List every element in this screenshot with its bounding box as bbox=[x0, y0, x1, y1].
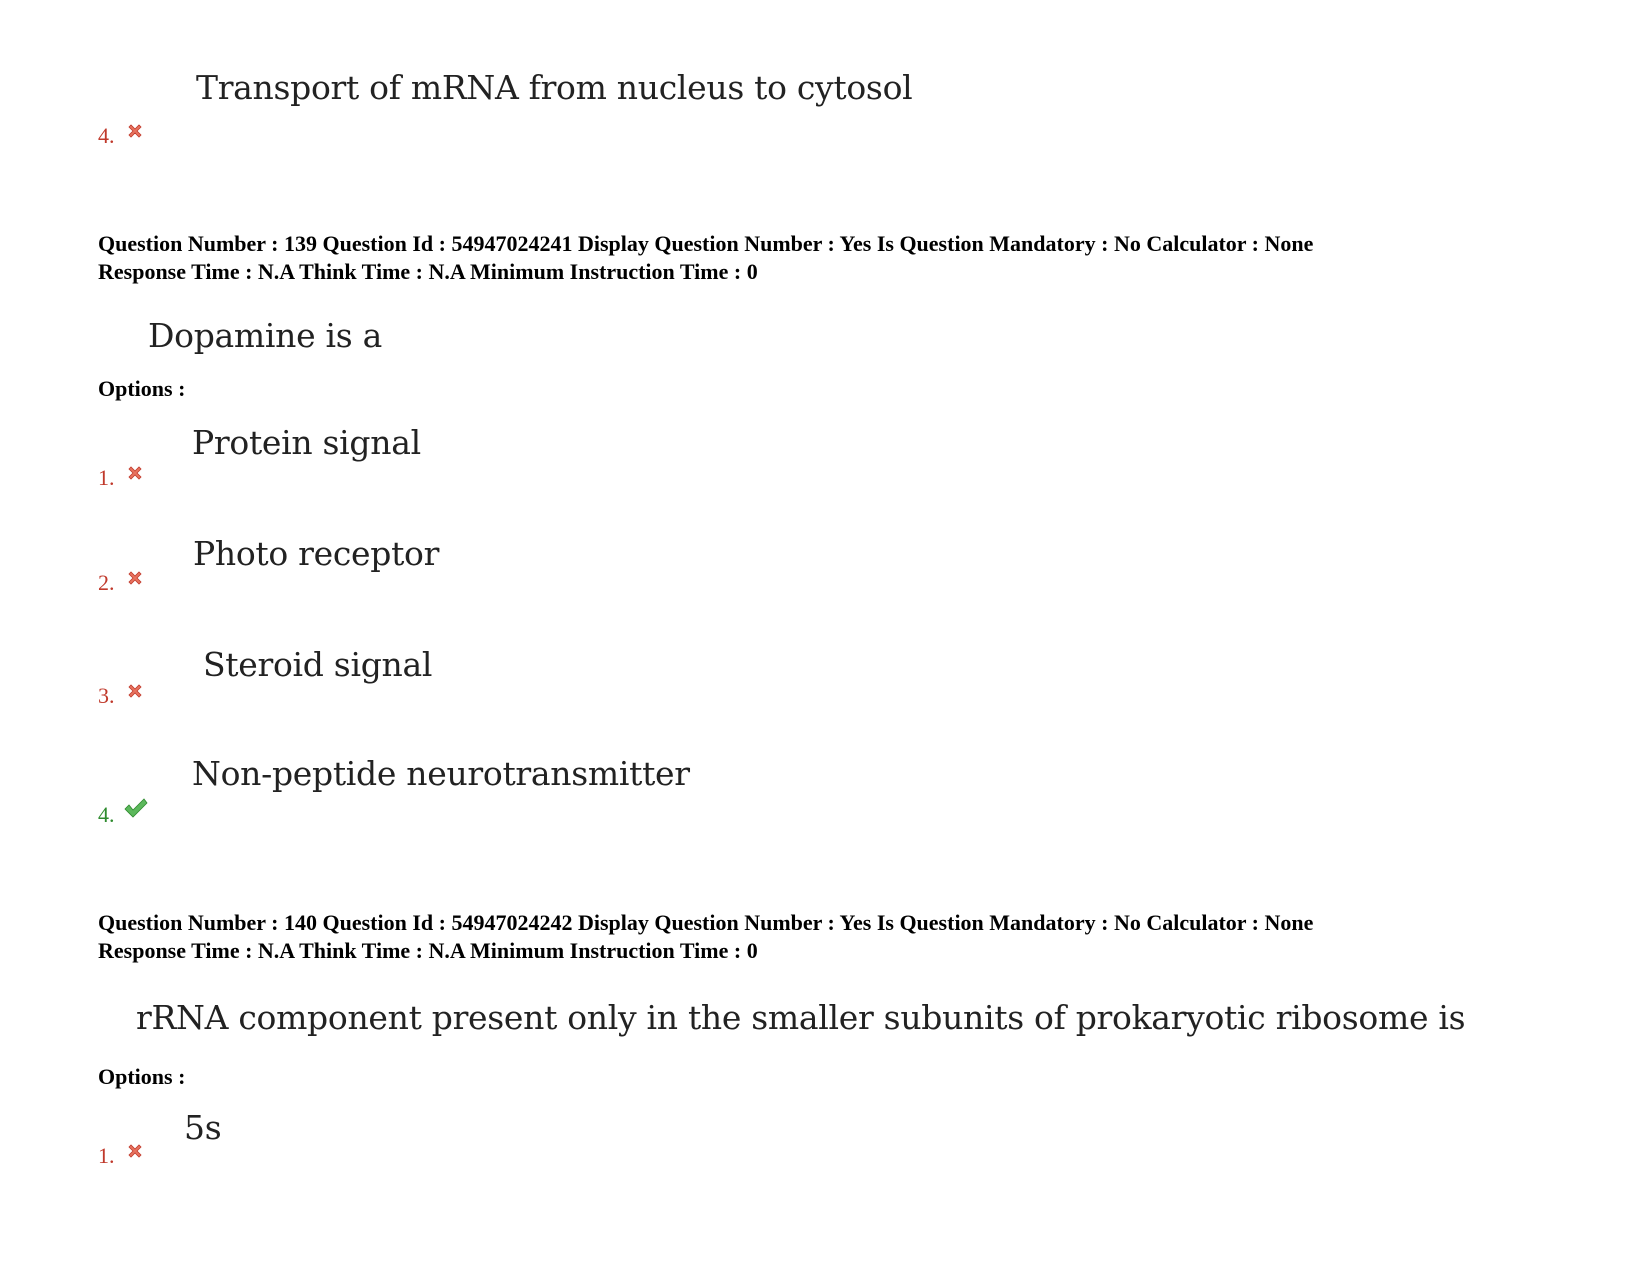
meta-line-1: Question Number : 140 Question Id : 54947024242 Display Question Number : Yes Is Question Mandatory : No Calculator : None bbox=[98, 910, 1314, 935]
meta-line-2: Response Time : N.A Think Time : N.A Minimum Instruction Time : 0 bbox=[98, 259, 758, 284]
cross-icon bbox=[126, 1142, 144, 1160]
option-number: 2. bbox=[98, 570, 115, 595]
option-text: Non-peptide neurotransmitter bbox=[192, 754, 690, 793]
meta-line-2: Response Time : N.A Think Time : N.A Minimum Instruction Time : 0 bbox=[98, 938, 758, 963]
option-text: Steroid signal bbox=[203, 645, 433, 684]
question-140-stem: rRNA component present only in the smaller subunits of prokaryotic ribosome is bbox=[136, 998, 1466, 1037]
cross-icon bbox=[126, 682, 144, 700]
option-number: 1. bbox=[98, 1143, 115, 1168]
option-number: 3. bbox=[98, 683, 115, 708]
option-text: Protein signal bbox=[192, 423, 421, 462]
options-label: Options : bbox=[98, 1064, 186, 1089]
option-number: 1. bbox=[98, 465, 115, 490]
question-139-meta bbox=[98, 230, 1628, 286]
cross-icon bbox=[126, 122, 144, 140]
option-number: 4. bbox=[98, 802, 115, 827]
option-text: 5s bbox=[184, 1108, 222, 1147]
option-number: 4. bbox=[98, 123, 115, 148]
meta-line-1: Question Number : 139 Question Id : 54947024241 Display Question Number : Yes Is Question Mandatory : No Calculator : None bbox=[98, 231, 1314, 256]
option-text: Photo receptor bbox=[193, 534, 440, 573]
cross-icon bbox=[126, 464, 144, 482]
cross-icon bbox=[126, 569, 144, 587]
check-icon bbox=[123, 797, 149, 819]
question-140-meta bbox=[98, 909, 1628, 965]
question-139-stem: Dopamine is a bbox=[148, 316, 382, 355]
options-label: Options : bbox=[98, 376, 186, 401]
option-text: Transport of mRNA from nucleus to cytosol bbox=[196, 68, 913, 107]
